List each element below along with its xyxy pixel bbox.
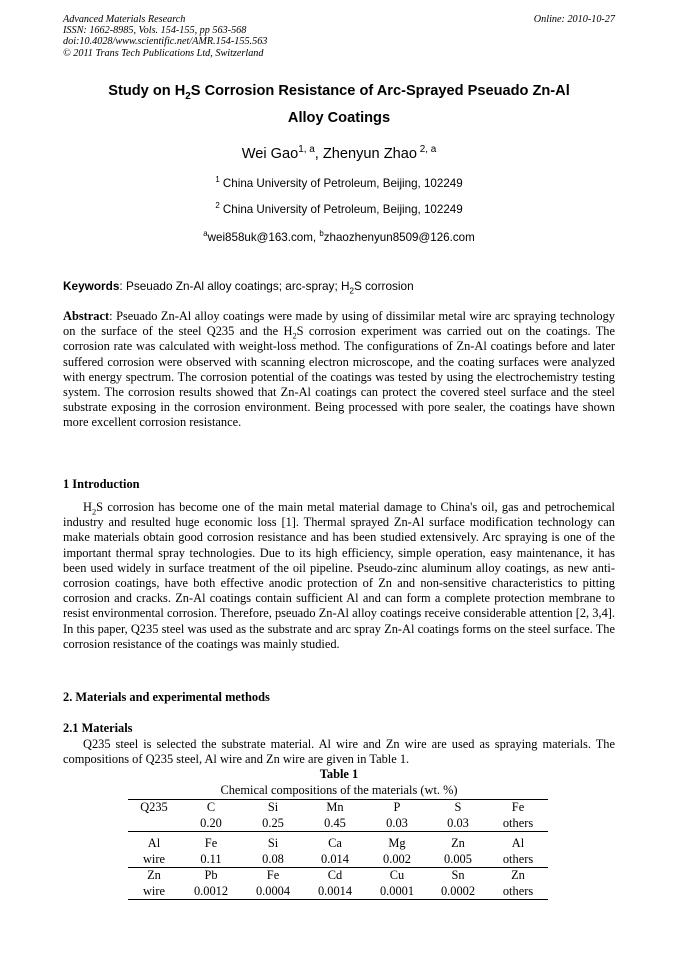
- materials-heading: 2.1 Materials: [63, 721, 133, 735]
- table-cell: Sn: [451, 868, 465, 882]
- table-cell: Zn: [147, 868, 161, 882]
- table-cell: Si: [242, 800, 304, 816]
- table-cell: Zn: [511, 868, 525, 882]
- table-row: [128, 868, 548, 884]
- table-row: [128, 884, 548, 900]
- table-cell: 0.03: [366, 816, 428, 832]
- intro-text: S corrosion has become one of the main metal material damage to China's oil, gas and petrochemical industry and resulted huge economic loss [1]. Thermal sprayed Zn-Al surface modification technology can make materials obtain good corrosion resistance and has been studied extensively. Arc spraying is one of the important thermal spray technologies. Due to its high efficiency, simple operation, easy maintenance, it has been used widely in surface treatment of the oil pipeline. Pseudo-zinc aluminum alloy coatings, as new anti-corrosion coatings, have both effective anodic protection of Zn and non-sensitive characteristics to pitting corrosion and cracks. Zn-Al coatings contain sufficient Al and can form a complete protection membrane to resist environmental corrosion. Therefore, pseuado Zn-Al alloy coatings receive considerable attention [2, 3,4]. In this paper, Q235 steel was used as the substrate and arc spray Zn-Al coatings forms on the steel surface. The corrosion resistance of the coatings was mainly studied.: [63, 500, 615, 651]
- author-2: Zhenyun Zhao: [322, 146, 417, 162]
- table-cell: Si: [267, 836, 279, 850]
- table-cell: Fe: [266, 868, 280, 882]
- title-line-2: Alloy Coatings: [287, 110, 391, 126]
- keywords-text-a: : Pseuado Zn-Al alloy coatings; arc-spray; H: [119, 279, 350, 293]
- table-cell: Ca: [328, 836, 342, 850]
- title-text-b: S Corrosion Resistance of Arc-Sprayed Pseuado Zn-Al: [190, 83, 570, 99]
- methods-heading: 2. Materials and experimental methods: [63, 690, 270, 704]
- abstract-text-b: S corrosion experiment was carried out on the coatings. The corrosion rate was calculated with weight-loss method. The configurations of Zn-Al coatings before and later suffered corrosion were observed with scanning electron microscope, and the coating surfaces were analyzed with energy spectrum. The corrosion potential of the coatings was tested by using the electrochemistry testing system. The corrosion results showed that Zn-Al coatings can protect the covered steel surface and the steel substrate exposing in the corrosion environment. Being processed with pore sealer, the coatings have shown more excellent corrosion resistance.: [63, 324, 615, 430]
- table-cell: 0.11: [180, 852, 242, 868]
- table-label: Table 1: [319, 767, 359, 781]
- keywords-label: Keywords: [63, 279, 120, 293]
- author-1-mark: 1, a: [298, 144, 315, 156]
- table-cell: 0.25: [242, 816, 304, 832]
- table-cell: Pb: [204, 868, 218, 882]
- table-cell: 0.45: [304, 816, 366, 832]
- abstract-text-a: : Pseuado Zn-Al alloy coatings were made by using of dissimilar metal wire arc spraying technology on the surface of the steel Q235 and the H: [63, 309, 615, 339]
- affiliation-2-mark: 2: [215, 201, 220, 211]
- table-cell: 0.0001: [366, 884, 428, 900]
- title-subscript: 2: [185, 90, 191, 102]
- online-date: Online: 2010-10-27: [533, 14, 615, 25]
- table-row: [128, 832, 548, 852]
- materials-paragraph: Q235 steel is selected the substrate material. Al wire and Zn wire are used as spraying materials. The compositions of Q235 steel, Al wire and Zn wire are given in Table 1.: [63, 737, 615, 767]
- table-cell: 0.0012: [180, 884, 242, 900]
- table-cell: Al: [511, 836, 525, 850]
- table-cell: Mn: [304, 800, 366, 816]
- table-cell: 0.014: [304, 852, 366, 868]
- intro-heading: 1 Introduction: [63, 477, 140, 491]
- table-cell: Zn: [451, 836, 465, 850]
- title-line-1: [63, 78, 615, 105]
- intro-paragraph: [63, 500, 615, 652]
- journal-name: Advanced Materials Research: [63, 14, 186, 25]
- author-2-mark: 2, a: [417, 144, 437, 156]
- title-text-a: Study on H: [108, 83, 186, 99]
- email-b-mark: b: [319, 229, 324, 239]
- table-cell: Cd: [327, 868, 343, 882]
- table-cell: 0.20: [180, 816, 242, 832]
- table-cell: wire: [128, 852, 180, 868]
- table-cell: 0.005: [428, 852, 488, 868]
- copyright-line: © 2011 Trans Tech Publications Ltd, Switzerland: [63, 47, 264, 59]
- intro-subscript: 2: [91, 506, 97, 517]
- keywords-subscript: 2: [349, 286, 354, 296]
- table-cell: Mg: [388, 836, 406, 850]
- intro-text-h: H: [83, 500, 92, 514]
- table-caption: Chemical compositions of the materials (wt. %): [220, 783, 458, 797]
- doi-line: doi:10.4028/www.scientific.net/AMR.154-155.563: [63, 36, 268, 48]
- affiliation-2-text: China University of Petroleum, Beijing, 102249: [219, 203, 463, 216]
- table-cell: others: [488, 852, 548, 868]
- keywords: [63, 279, 615, 296]
- table-cell: Fe: [204, 836, 218, 850]
- abstract: [63, 309, 615, 431]
- table-cell: Q235: [128, 800, 180, 816]
- table-cell: C: [180, 800, 242, 816]
- author-separator: ,: [314, 146, 323, 162]
- paper-title: [63, 78, 615, 132]
- email-line: [63, 231, 615, 244]
- table-cell: S: [428, 800, 488, 816]
- affiliation-2: [63, 203, 615, 216]
- running-header: [63, 14, 267, 59]
- table-cell: 0.08: [242, 852, 304, 868]
- affiliation-1: [63, 177, 615, 190]
- table-cell: Cu: [389, 868, 405, 882]
- table-row: [128, 816, 548, 832]
- email-b[interactable]: zhaozhenyun8509@126.com: [323, 231, 475, 244]
- table-cell: 0.002: [366, 852, 428, 868]
- table-cell: 0.03: [428, 816, 488, 832]
- table-row: [128, 800, 548, 816]
- affiliation-1-mark: 1: [215, 175, 220, 185]
- issn-line: ISSN: 1662-8985, Vols. 154-155, pp 563-568: [63, 25, 247, 37]
- keywords-text-b: S corrosion: [354, 279, 414, 293]
- table-row: [128, 852, 548, 868]
- table-cell: others: [488, 884, 548, 900]
- abstract-subscript: 2: [292, 330, 297, 341]
- table-cell: others: [488, 816, 548, 832]
- table-cell: Al: [147, 836, 161, 850]
- table-cell: P: [366, 800, 428, 816]
- table-cell: Fe: [488, 800, 548, 816]
- table-cell: 0.0004: [242, 884, 304, 900]
- author-1: Wei Gao: [241, 146, 299, 162]
- abstract-label: Abstract: [63, 309, 110, 323]
- table-cell: wire: [128, 884, 180, 900]
- composition-table: [128, 799, 548, 900]
- email-a[interactable]: wei858uk@163.com,: [207, 231, 320, 244]
- author-list: [63, 146, 615, 162]
- table-cell: [128, 816, 180, 832]
- affiliation-1-text: China University of Petroleum, Beijing, 102249: [219, 177, 463, 190]
- table-cell: 0.0002: [428, 884, 488, 900]
- table-cell: 0.0014: [304, 884, 366, 900]
- email-a-mark: a: [203, 229, 208, 239]
